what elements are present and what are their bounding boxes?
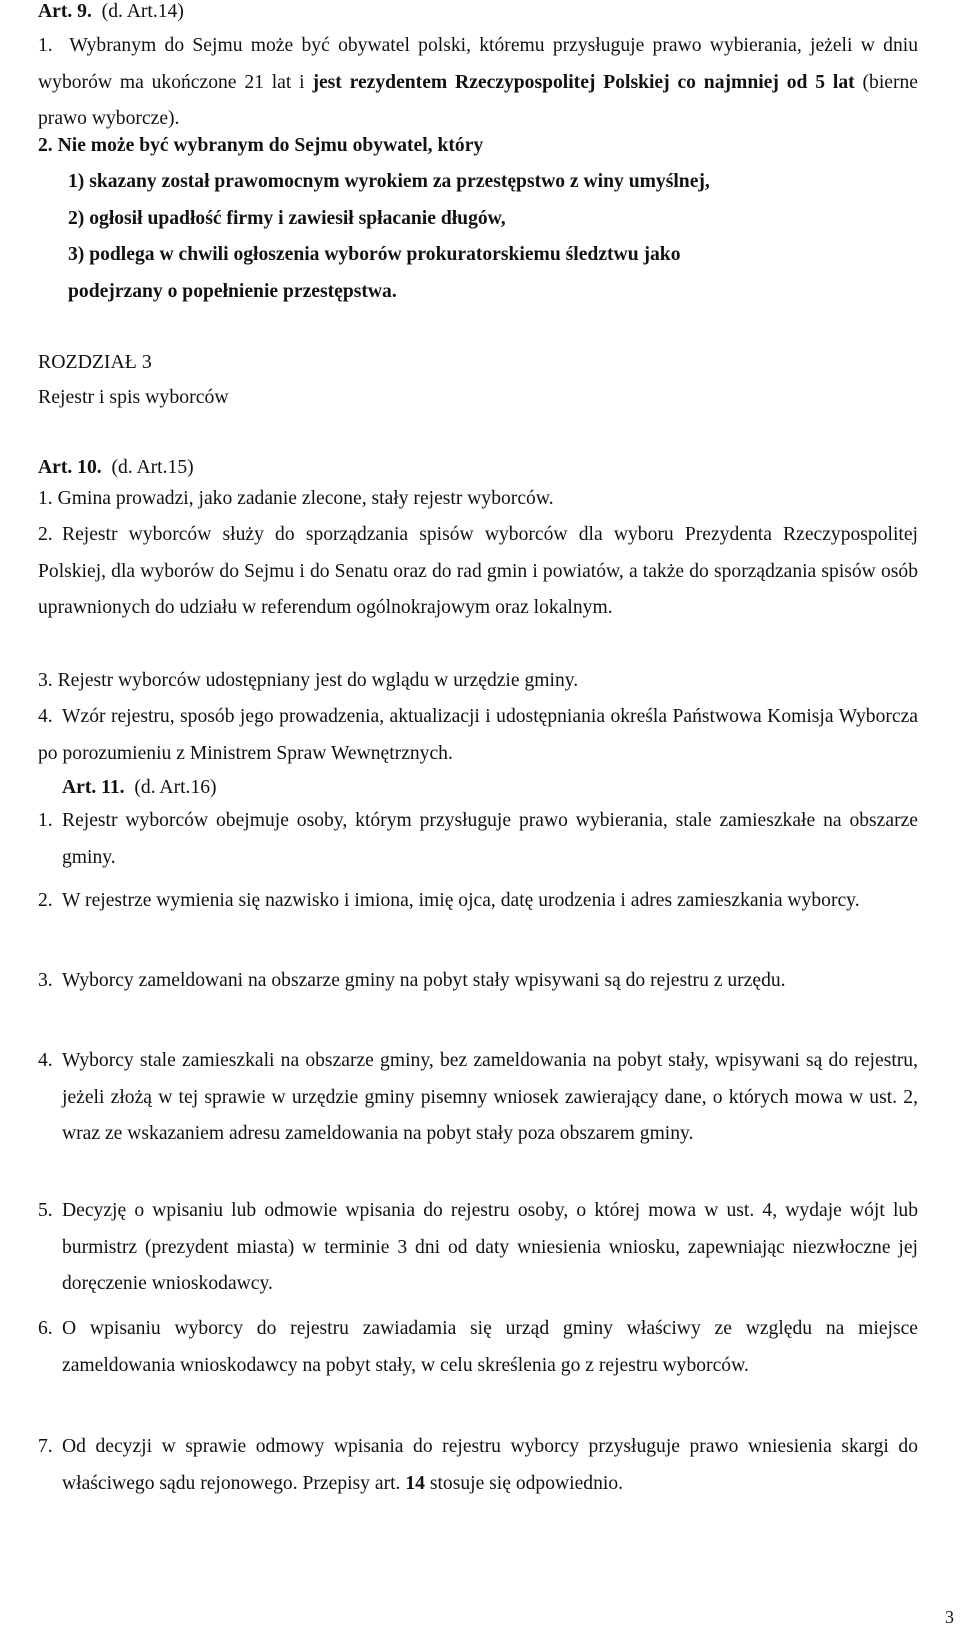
paragraph-text: Rejestr wyborców służy do sporządzania spisów wyborców dla wyboru Prezydenta Rzeczypospolitej Polskiej, dla wyborów do Sejmu i do Senatu oraz do rad gmin i powiatów, a także do sporządzania spisów osób uprawnionych do udziału w referendum ogólnokrajowym oraz lokalnym. — [38, 524, 918, 619]
article-reference-bold: 14 — [405, 1472, 425, 1494]
art11-paragraph-2-label: 2. — [38, 890, 53, 911]
article-ref: (d. Art.16) — [134, 777, 217, 798]
paragraph-text: Od decyzji w sprawie odmowy wpisania do rejestru wyborcy przysługuje prawo wniesienia skargi do właściwego sądu rejonowego. Przepisy art. — [62, 1436, 918, 1494]
art11-paragraph-4-text: Wyborcy stale zamieszkali na obszarze gminy, bez zameldowania na pobyt stały, wpisywani są do rejestru, jeżeli złożą w tej sprawie w urzędzie gminy pisemny wniosek zawierający dane, o których mowa w ust. 2, wraz ze wskazaniem adresu zameldowania na pobyt stały poza obszarem gminy. — [62, 1050, 918, 1145]
paragraph-intro: Nie może być wybranym do Sejmu obywatel, który — [57, 135, 484, 156]
art9-item-3-continuation — [68, 274, 928, 311]
list-item: 3) podlega w chwili ogłoszenia wyborów prokuratorskiemu śledztwu jako — [68, 244, 681, 266]
paragraph-text: Wzór rejestru, sposób jego prowadzenia, aktualizacji i udostępniania określa Państwowa Komisja Wyborcza po porozumieniu z Ministrem Spraw Wewnętrznych. — [38, 706, 918, 764]
art10-paragraph-3 — [38, 663, 918, 700]
art9-heading — [38, 0, 184, 30]
art11-paragraph-7-text — [62, 1429, 918, 1502]
paragraph-label: 1. — [38, 35, 53, 56]
art11-paragraph-3-label: 3. — [38, 970, 53, 991]
art11-paragraph-3-text: Wyborcy zameldowani na obszarze gminy na pobyt stały wpisywani są do rejestru z urzędu. — [62, 970, 786, 991]
art11-paragraph-2-text: W rejestrze wymienia się nazwisko i imiona, imię ojca, datę urodzenia i adres zamieszkania wyborcy. — [62, 890, 860, 911]
art11-paragraph-4-label: 4. — [38, 1050, 53, 1071]
list-item-continuation: podejrzany o popełnienie przestępstwa. — [68, 281, 397, 302]
art10-paragraph-1 — [38, 481, 918, 518]
paragraph-text-end: stosuje się odpowiednio. — [424, 1472, 624, 1494]
art11-paragraph-1-label: 1. — [38, 810, 53, 831]
paragraph-text-end: (bierne prawo wyborcze). — [38, 71, 918, 130]
paragraph-label: 1. — [38, 488, 53, 509]
art9-paragraph-1 — [38, 28, 918, 138]
paragraph-label: 3. — [38, 670, 53, 691]
art9-paragraph-2 — [38, 128, 918, 165]
art9-item-list — [68, 164, 928, 274]
paragraph-label: 2. — [38, 135, 53, 156]
list-item: 2) ogłosił upadłość firmy i zawiesił spłacanie długów, — [68, 207, 506, 229]
art11-paragraph-1-text: Rejestr wyborców obejmuje osoby, którym przysługuje prawo wybierania, stale zamieszkałe na obszarze gminy. — [62, 810, 918, 868]
paragraph-label: 2. — [38, 524, 53, 545]
art11-paragraph-5-text: Decyzję o wpisaniu lub odmowie wpisania do rejestru osoby, o której mowa w ust. 4, wydaje wójt lub burmistrz (prezydent miasta) w terminie 3 dni od daty wniesienia wniosku, zapewniając niezwłoczne jej doręczenie wnioskodawcy. — [62, 1200, 918, 1295]
art11-paragraph-6-label: 6. — [38, 1318, 53, 1339]
paragraph-label: 4. — [38, 706, 53, 727]
art11-paragraph-6-text: O wpisaniu wyborcy do rejestru zawiadamia się urząd gminy właściwy ze względu na miejsce zameldowania wnioskodawcy na pobyt stały, w celu skreślenia go z rejestru wyborców. — [62, 1318, 918, 1376]
paragraph-bold-text: jest rezydentem Rzeczypospolitej Polskiej co najmniej od 5 lat — [312, 71, 855, 93]
paragraph-text: Gmina prowadzi, jako zadanie zlecone, stały rejestr wyborców. — [57, 488, 554, 509]
chapter-title: Rejestr i spis wyborców — [38, 386, 229, 408]
article-ref: (d. Art.14) — [101, 1, 184, 22]
article-number: Art. 10. — [38, 457, 102, 478]
article-number: Art. 9. — [38, 1, 92, 22]
art11-paragraph-5-label: 5. — [38, 1200, 53, 1221]
art11-paragraph-7-label: 7. — [38, 1436, 53, 1457]
paragraph-text: Wybranym do Sejmu może być obywatel polski, któremu przysługuje prawo wybierania, jeżeli w dniu wyborów ma ukończone 21 lat i — [38, 35, 919, 93]
chapter-label: ROZDZIAŁ 3 — [38, 351, 152, 373]
page-number: 3 — [945, 1607, 954, 1627]
list-item: 1) skazany został prawomocnym wyrokiem za przestępstwo z winy umyślnej, — [68, 171, 710, 192]
article-ref: (d. Art.15) — [111, 457, 194, 478]
paragraph-text: Rejestr wyborców udostępniany jest do wglądu w urzędzie gminy. — [57, 670, 579, 691]
article-number: Art. 11. — [62, 777, 125, 798]
art11-heading — [62, 770, 217, 806]
